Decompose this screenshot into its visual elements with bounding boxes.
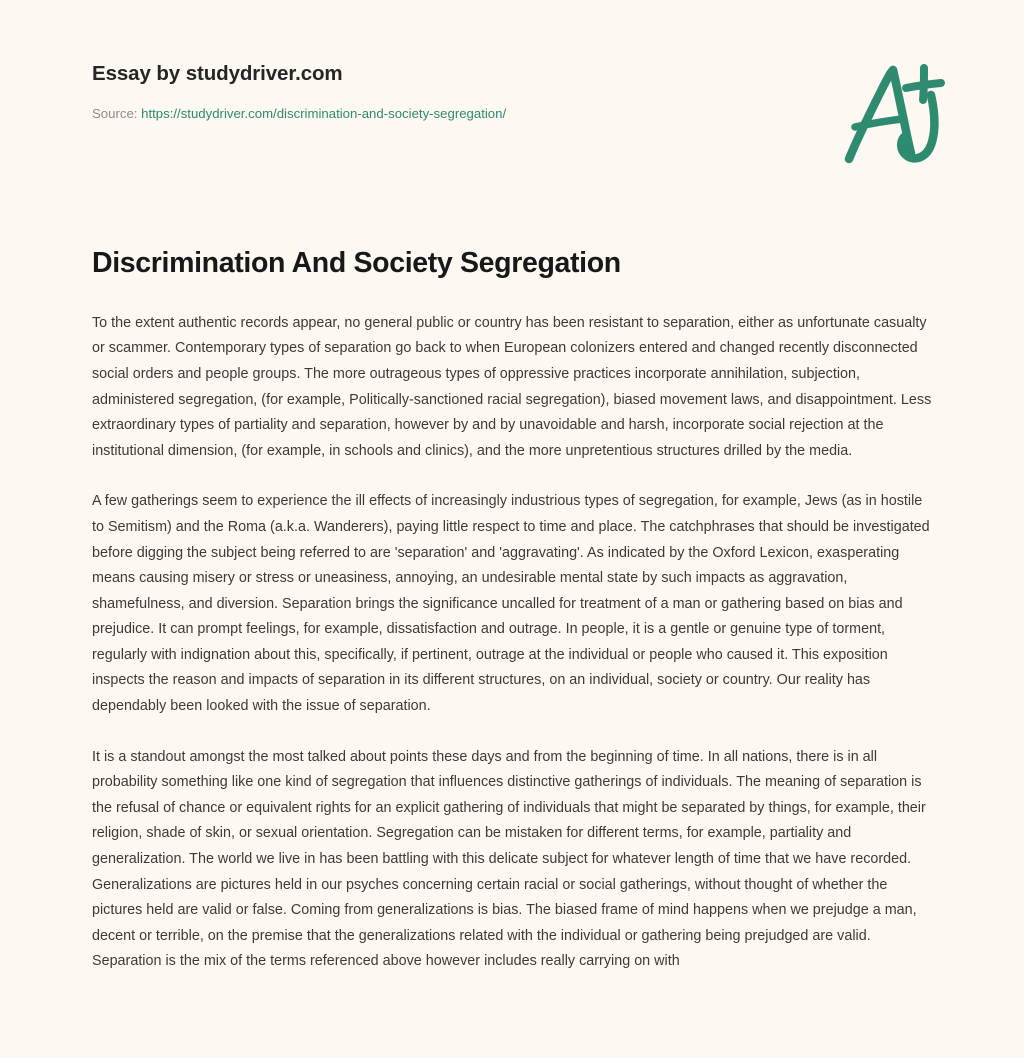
article-body <box>92 311 938 975</box>
page-header <box>92 62 960 182</box>
paragraph: It is a standout amongst the most talked about points these days and from the beginning of time. In all nations, there is in all probability something like one kind of segregation that influences distinctive gatherings of individuals. The meaning of separation is the refusal of chance or equivalent rights for an explicit gathering of individuals that might be separated by things, for example, their religion, shade of skin, or sexual orientation. Segregation can be mistaken for different terms, for example, partiality and generalization. The world we live in has been battling with this delicate subject for whatever length of time that we have recorded. Generalizations are pictures held in our psyches concerning certain racial or social gatherings, without thought of whether the pictures held are valid or false. Coming from generalizations is bias. The biased frame of mind happens when we prejudge a man, decent or terrible, on the premise that the generalizations related with the individual or gathering being prejudged are valid. Separation is the mix of the terms referenced above however includes really carrying on with <box>92 748 926 970</box>
page-title: Discrimination And Society Segregation <box>92 247 621 279</box>
article <box>92 246 938 975</box>
source-url-link[interactable]: https://studydriver.com/discrimination-and-society-segregation/ <box>141 105 507 121</box>
paragraph: A few gatherings seem to experience the ill effects of increasingly industrious types of segregation, for example, Jews (as in hostile to Semitism) and the Roma (a.k.a. Wanderers), paying little respect to time and place. The catchphrases that should be investigated before digging the subject being referred to are 'separation' and 'aggravating'. As indicated by the Oxford Lexicon, exasperating means causing misery or stress or uneasiness, annoying, an undesirable mental state by such impacts as aggravation, shamefulness, and diversion. Separation brings the significance uncalled for treatment of a man or gathering based on bias and prejudice. It can prompt feelings, for example, dissatisfaction and outrage. In people, it is a gentle or genuine type of torment, regularly with indignation about this, specifically, if pertinent, outrage at the individual or people who caused it. This exposition inspects the reason and impacts of separation in its different structures, on an individual, society or country. Our reality has dependably been looked with the issue of separation. <box>92 493 930 715</box>
paragraph: To the extent authentic records appear, no general public or country has been resistant to separation, either as unfortunate casualty or scammer. Contemporary types of separation go back to when European colonizers entered and changed recently disconnected social orders and people groups. The more outrageous types of oppressive practices incorporate annihilation, subjection, administered segregation, (for example, Politically-sanctioned racial segregation), biased movement laws, and disappointment. Less extraordinary types of partiality and separation, however by and by unavoidable and harsh, incorporate social rejection at the institutional dimension, (for example, in schools and clinics), and the more unpretentious structures drilled by the media. <box>92 314 932 459</box>
byline: Essay by studydriver.com <box>92 62 343 85</box>
source-line <box>92 105 960 122</box>
studydriver-a-plus-logo <box>836 58 956 182</box>
source-label: Source: <box>92 105 138 121</box>
a-plus-icon <box>836 58 956 182</box>
